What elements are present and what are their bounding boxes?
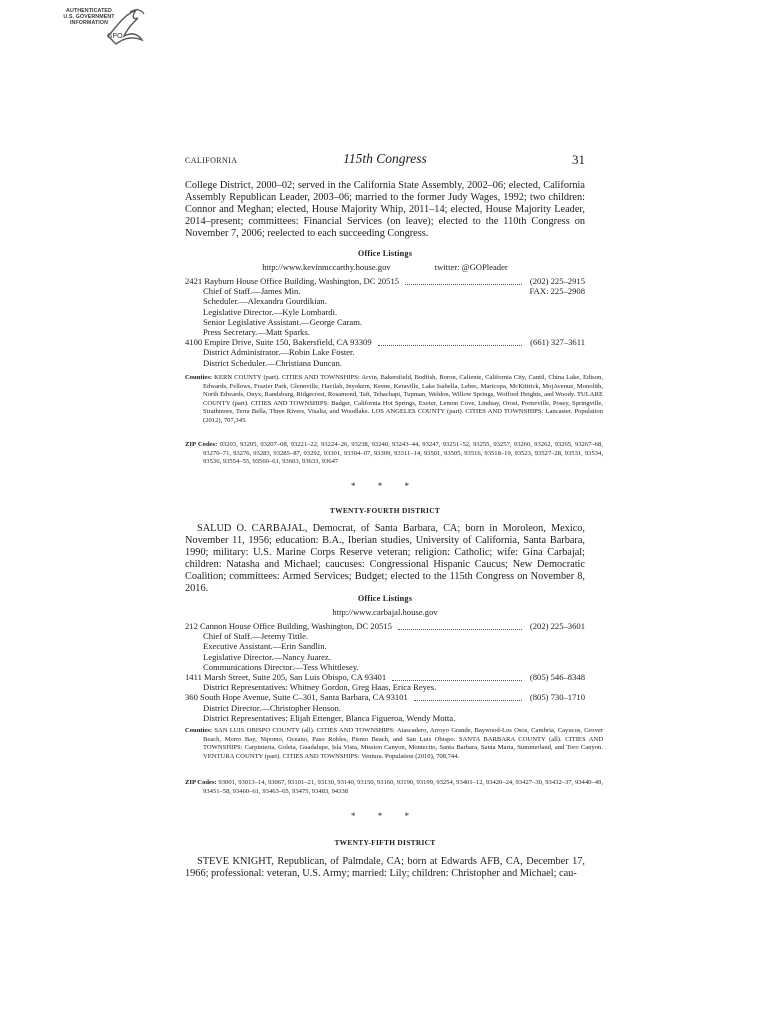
page-number: 31	[572, 152, 585, 167]
website-line	[185, 607, 585, 617]
dot-leader	[414, 692, 522, 701]
staff-entry: District Director.—Christopher Henson.	[203, 702, 341, 713]
phone-number: (805) 730–1710	[529, 692, 585, 703]
dot-leader	[398, 621, 522, 630]
staff-line	[185, 358, 585, 368]
staff-line	[185, 641, 585, 651]
website-link[interactable]: http://www.kevinmccarthy.house.gov	[262, 262, 391, 272]
staff-line	[185, 652, 585, 662]
staff-entry: Legislative Director.—Nancy Juarez.	[203, 651, 331, 662]
office-address-line	[185, 276, 585, 286]
continued-biography: College District, 2000–02; served in the California State Assembly, 2002–06; elected, California Assembly Republican Leader, 2003–06; married to the former Judy Wages, 1992; two children: Connor and Meghan; elected, House Majority Whip, 2011–14; elected, House Majority Leader, 2014–present; committees: Financial Services (on leave); elected to the 110th Congress on November 7, 2006; reelected to each succeeding Congress.	[185, 180, 585, 240]
eagle-icon	[102, 6, 148, 46]
office-address-line	[185, 621, 585, 631]
counties-label: Counties:	[185, 727, 213, 734]
counties-paragraph	[185, 727, 603, 761]
counties-label: Counties:	[185, 374, 213, 381]
staff-entry: District Scheduler.—Christiana Duncan.	[203, 357, 342, 368]
seal-text-line-2: U.S. GOVERNMENT	[63, 14, 115, 20]
office-address: 1411 Marsh Street, Suite 205, San Luis Obispo, CA 93401	[185, 671, 387, 682]
member-biography: SALUD O. CARBAJAL, Democrat, of Santa Barbara, CA; born in Moroleon, Mexico, November 11, 1956; education: B.A., Iberian studies, University of California, Santa Barbara, 1990; military: U.S. Marine Corps Reserve veteran; religion: Catholic; wife: Gina Carbajal; children: Natasha and Michael; caucuses: Congressional Hispanic Caucus; New Democratic Coalition; committees: Armed Services; Budget; elected to the 115th Congress on November 8, 2016.	[185, 523, 585, 595]
gpo-authentication-seal	[58, 6, 154, 48]
office-address: 2421 Rayburn House Office Building, Washington, DC 20515	[185, 276, 400, 286]
website-link[interactable]: http://www.carbajal.house.gov	[332, 607, 438, 617]
district-heading: TWENTY-FIFTH DISTRICT	[334, 838, 436, 847]
staff-entry: Press Secretary.—Matt Sparks.	[203, 326, 310, 337]
office-listings	[185, 621, 585, 723]
staff-line	[185, 307, 585, 317]
counties-text: SAN LUIS OBISPO COUNTY (all). CITIES AND TOWNSHIPS: Atascadero, Arroyo Grande, Baywood-Los Osos, Cambria, Cayucos, Grover Beach, Morro Bay, Nipomo, Oceano, Paso Robles, Pismo Beach, and San Luis Obispo. SANTA BARBARA COUNTY (all). CITIES AND TOWNSHIPS: Carpinteria, Goleta, Guadalupe, Isla Vista, Mission Canyon, Montecito, Santa Barbara, Santa Maria, Summerland, and Toro Canyon. VENTURA COUNTY (part). CITIES AND TOWNSHIPS: Ventura. Population (2010), 708,744.	[203, 727, 603, 760]
staff-entry: District Administrator.—Robin Lake Foster.	[203, 347, 355, 358]
staff-line	[185, 296, 585, 306]
staff-entry: Legislative Director.—Kyle Lombardi.	[203, 306, 338, 317]
staff-line	[185, 286, 585, 296]
running-head-title: 115th Congress	[343, 151, 427, 166]
phone-number: (202) 225–2915	[529, 276, 585, 286]
office-listings	[185, 276, 585, 368]
office-address: 360 South Hope Avenue, Suite C–301, Santa Barbara, CA 93101	[185, 692, 408, 703]
phone-number: (661) 327–3611	[530, 337, 585, 348]
seal-gpo-text: GPO	[107, 33, 123, 40]
zip-codes-text: 93001, 93013–14, 93067, 93101–21, 93130, 93140, 93150, 93160, 93190, 93199, 93254, 93401–12, 93420–24, 93427–30, 93432–37, 93440–49, 93451–58, 93460–61, 93463–65, 93475, 93483, 94338	[203, 779, 603, 795]
section-separator: * * *	[351, 481, 419, 491]
office-address: 212 Cannon House Office Building, Washington, DC 20515	[185, 621, 392, 631]
member-biography: STEVE KNIGHT, Republican, of Palmdale, CA; born at Edwards AFB, CA, December 17, 1966; professional: veteran, U.S. Army; married: Lily; children: Christopher and Michael; cau-	[185, 856, 585, 880]
staff-entry: Scheduler.—Alexandra Gourdikian.	[203, 296, 327, 307]
staff-entry: District Representatives: Elijah Ettenger, Blanca Figueroa, Wendy Motta.	[203, 712, 456, 723]
twitter-handle[interactable]: twitter: @GOPleader	[434, 262, 508, 272]
dot-leader	[405, 276, 522, 285]
staff-entry: District Representatives: Whitney Gordon, Greg Haas, Erica Reyes.	[203, 682, 437, 693]
phone-number: (805) 546–8348	[529, 671, 585, 682]
fax-number: FAX: 225–2908	[529, 286, 585, 297]
dot-leader	[378, 337, 522, 346]
district-heading: TWENTY-FOURTH DISTRICT	[329, 506, 441, 515]
office-listings-heading: Office Listings	[357, 249, 413, 258]
office-listings-heading: Office Listings	[357, 594, 413, 603]
staff-entry: Executive Assistant.—Erin Sandlin.	[203, 641, 327, 652]
staff-entry: Communications Director.—Tess Whittlesey.	[203, 661, 359, 672]
staff-entry: Chief of Staff.—James Min.	[203, 286, 301, 297]
counties-text: KERN COUNTY (part). CITIES AND TOWNSHIPS: Arvin, Bakersfield, Bodfish, Boron, Caliente, California City, Cantil, China Lake, Edison, Edwards, Fellows, Frazier Park, Glennville, Havilah, Inyokern, Keene, Keraville, Lake Isabella, Lebec, Maricopa, McKittrick, MojAvenue, Monolith, North Edwards, Onyx, Randsburg, Ridgecrest, Rosamond, Taft, Tehachapi, Tupman, Weldon, Willow Springs, Wofford Heights, and Woody. TULARE COUNTY (part). CITIES AND TOWNSHIPS: Badger, California Hot Springs, Exeter, Lemon Cove, Lindsay, Orosi, Porterville, Posey, Springville, Strathmore, Terra Bella, Three Rivers, Visalia, and Woodlake. LOS ANGELES COUNTY (part). CITIES AND TOWNSHIPS: Lancaster. Population (2012), 707,345.	[203, 374, 603, 424]
staff-line	[185, 682, 585, 692]
staff-entry: Chief of Staff.—Jeremy Tittle.	[203, 631, 309, 642]
zip-codes-label: ZIP Codes:	[185, 779, 217, 786]
office-address-line	[185, 692, 585, 702]
running-head-state: CALIFORNIA	[185, 156, 238, 165]
dot-leader	[392, 672, 522, 681]
office-address-line	[185, 337, 585, 347]
seal-text-line-3: INFORMATION	[69, 20, 109, 26]
staff-line	[185, 703, 585, 713]
website-twitter-line	[185, 262, 585, 272]
zip-codes-paragraph	[185, 779, 603, 796]
office-address: 4100 Empire Drive, Suite 150, Bakersfield, CA 93309	[185, 337, 372, 348]
seal-text-line-1: AUTHENTICATED	[66, 8, 112, 14]
phone-number: (202) 225–3601	[529, 621, 585, 631]
zip-codes-text: 93203, 93205, 93207–08, 93221–22, 93224–26, 93238, 93240, 93243–44, 93247, 93251–52, 93255, 93257, 93260, 93262, 93265, 93267–68, 93270–71, 93276, 93283, 93285–87, 93292, 93301, 93304–07, 93309, 93311–14, 93501, 93505, 93516, 93518–19, 93523, 93527–28, 93531, 93534, 93536, 93554–55, 93560–61, 93603, 93633, 93647	[203, 441, 603, 466]
staff-line	[185, 631, 585, 641]
staff-line	[185, 347, 585, 357]
zip-codes-label: ZIP Codes:	[185, 441, 218, 448]
staff-line	[185, 327, 585, 337]
counties-paragraph	[185, 374, 603, 426]
section-separator: * * *	[351, 811, 419, 821]
staff-line	[185, 713, 585, 723]
staff-line	[185, 662, 585, 672]
staff-entry: Senior Legislative Assistant.—George Caram.	[203, 316, 363, 327]
staff-line	[185, 317, 585, 327]
office-address-line	[185, 672, 585, 682]
zip-codes-paragraph	[185, 441, 603, 467]
